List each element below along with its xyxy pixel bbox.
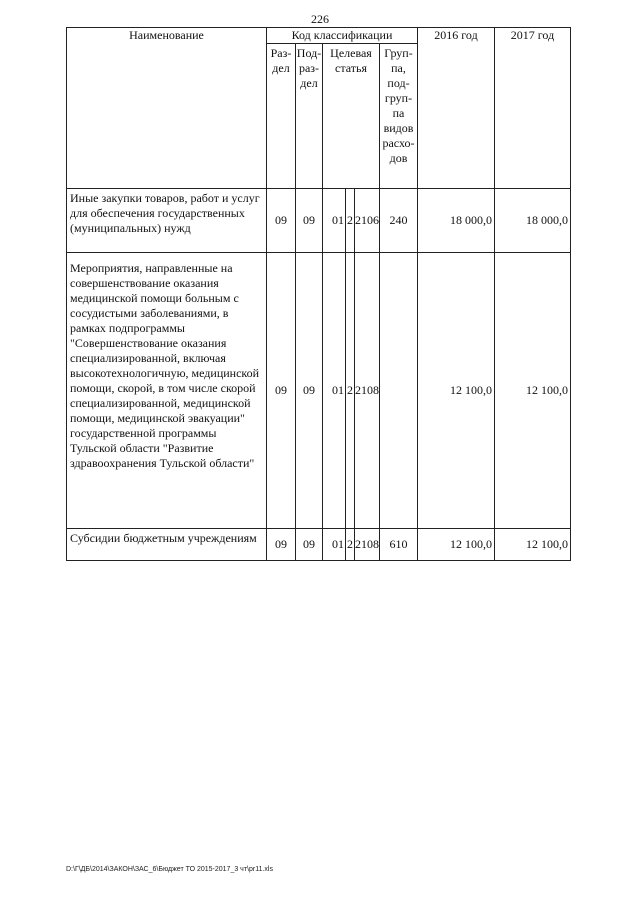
row-subsection: 09 xyxy=(296,189,323,253)
row-target-subprogram: 2 xyxy=(346,529,355,561)
row-expense-group: 610 xyxy=(380,529,418,561)
row-amount-2016: 12 100,0 xyxy=(418,529,495,561)
row-section: 09 xyxy=(267,189,296,253)
row-section: 09 xyxy=(267,253,296,529)
table-row xyxy=(67,253,571,529)
row-target-direction: 2106 xyxy=(355,189,380,253)
row-expense-group xyxy=(380,253,418,529)
header-target-article: Целевая статья xyxy=(323,44,380,189)
row-target-subprogram: 2 xyxy=(346,189,355,253)
header-row-1 xyxy=(67,28,571,44)
row-name: Мероприятия, направленные на совершенствование оказания медицинской помощи больным с сосудистыми заболеваниями, в рамках подпрограммы "Совершенствование оказания специализированной, включая высокотехнологичную, медицинской помощи, скорой, в том числе скорой специализированной, медицинской помощи, медицинской эвакуации" государственной программы Тульской области "Развитие здравоохранения Тульской области" xyxy=(67,253,267,529)
row-subsection: 09 xyxy=(296,529,323,561)
header-name: Наименование xyxy=(67,28,267,189)
row-amount-2017: 12 100,0 xyxy=(495,253,571,529)
row-section: 09 xyxy=(267,529,296,561)
file-path-footer: D:\Г\ДБ\2014\ЗАКОН\ЗАС_6\Бюджет ТО 2015-2017_3 чт\pr11.xls xyxy=(66,866,273,873)
header-section: Раз- дел xyxy=(267,44,296,189)
row-target-program: 01 xyxy=(323,529,346,561)
header-expense-group: Груп- па, под- груп- па видов расхо- дов xyxy=(380,44,418,189)
budget-table xyxy=(66,27,571,561)
row-amount-2016: 12 100,0 xyxy=(418,253,495,529)
header-classification-code: Код классификации xyxy=(267,28,418,44)
row-amount-2016: 18 000,0 xyxy=(418,189,495,253)
row-name: Иные закупки товаров, работ и услуг для обеспечения государственных (муниципальных) нужд xyxy=(67,189,267,253)
row-subsection: 09 xyxy=(296,253,323,529)
row-target-direction: 2108 xyxy=(355,529,380,561)
row-name: Субсидии бюджетным учреждениям xyxy=(67,529,267,561)
table-row xyxy=(67,189,571,253)
header-year-2017: 2017 год xyxy=(495,28,571,189)
header-year-2016: 2016 год xyxy=(418,28,495,189)
page-number: 226 xyxy=(311,12,329,26)
row-amount-2017: 18 000,0 xyxy=(495,189,571,253)
row-expense-group: 240 xyxy=(380,189,418,253)
table-row xyxy=(67,529,571,561)
header-subsection: Под- раз- дел xyxy=(296,44,323,189)
row-amount-2017: 12 100,0 xyxy=(495,529,571,561)
row-target-program: 01 xyxy=(323,253,346,529)
row-target-program: 01 xyxy=(323,189,346,253)
row-target-direction: 2108 xyxy=(355,253,380,529)
row-target-subprogram: 2 xyxy=(346,253,355,529)
